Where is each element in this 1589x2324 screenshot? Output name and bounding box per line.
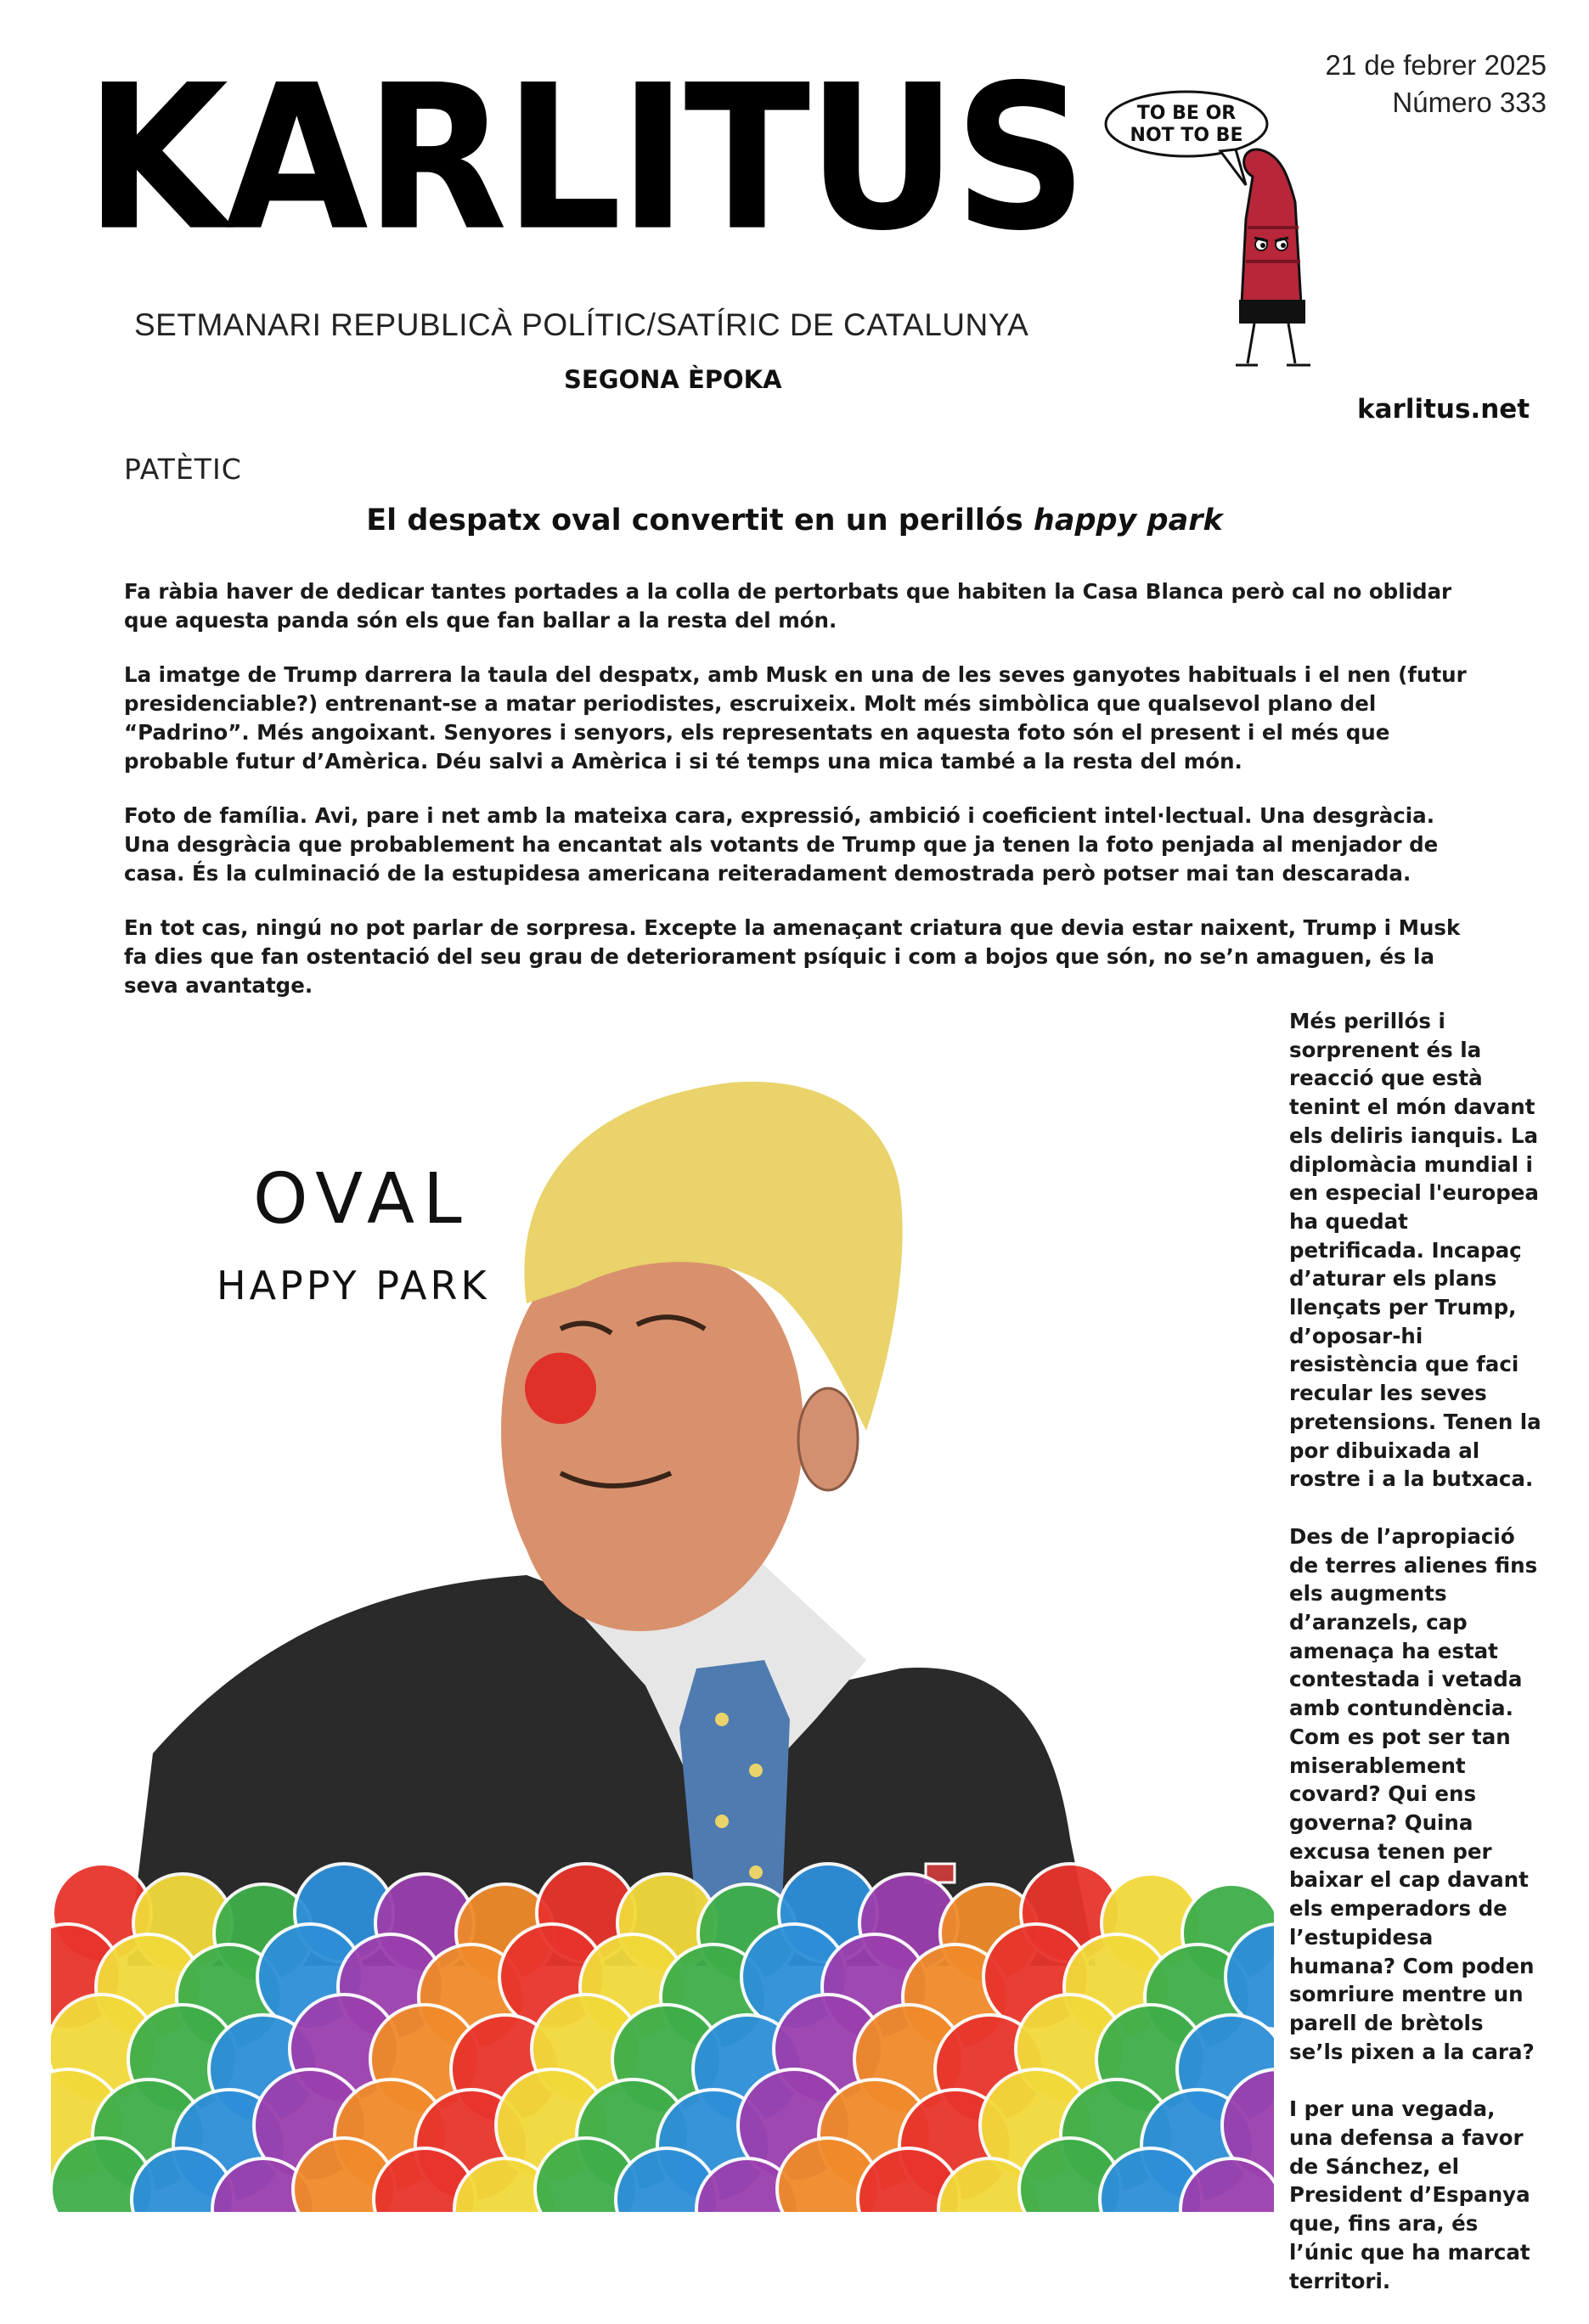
mascot-illustration [1130,92,1361,389]
side-paragraph-3: I per una vegada, una defensa a favor de Sánchez, el President d’Espanya que, fins ara, és l’únic que ha marcat territori. [1289,2096,1530,2293]
cartoon-illustration [51,1074,1274,2212]
headline-italic: happy park [1033,504,1223,537]
masthead-subtitle: SETMANARI REPUBLICÀ POLÍTIC/SATÍRIC DE CATALUNYA [134,307,1029,342]
body-paragraph-2: La imatge de Trump darrera la taula del despatx, amb Musk en una de les seves ganyotes habituals i el nen (futur presidenciable?) entrenant-se a matar periodistes, escruixeix. Molt més simbòlica que qualsevol plano del “Padrino”. Més angoixant. Senyores i senyors, els representats en aquesta foto són el present i el més que probable futur d’Amèrica. Déu salvi a Amèrica i si té temps una mica també a la resta del món. [124,662,1467,774]
masthead-epoch: SEGONA ÈPOKA [564,365,782,394]
cartoon-caption-oval: OVAL [253,1159,471,1240]
issue-number: Número 333 [1392,87,1547,118]
speech-bubble-line-1: TO BE OR [1136,103,1237,124]
speech-bubble-line-2: NOT TO BE [1130,125,1243,146]
mascot-figure [1236,149,1310,365]
side-paragraph-1: Més perillós i sorprenent és la reacció que està tenint el món davant els deliris ianquis. La diplomàcia mundial i en especial l'europea ha quedat petrificada. Incapaç d’aturar els plans llençats per Trump, d’oposar-hi resistència que faci recular les seves pretensions. Tenen la por dibuixada al rostre i a la butxaca. [1289,1009,1541,1492]
speech-bubble [1106,92,1267,185]
side-paragraph-2: Des de l’apropiació de terres alienes fins els augments d’aranzels, cap amenaça ha estat contestada i vetada amb contundència. Com es pot ser tan miserablement covard? Qui ens governa? Quina excusa tenen per baixar el cap davant els emperadors de l’estupidesa humana? Com poden somriure mentre un parell de brètols se’ls pixen a la cara? [1289,1523,1538,2064]
side-column [1289,1007,1544,2324]
section-label: PATÈTIC [124,453,242,486]
article-body [124,577,1478,1026]
site-url[interactable]: karlitus.net [1357,394,1530,425]
body-paragraph-3: Foto de família. Avi, pare i net amb la mateixa cara, expressió, ambició i coeficient intel·lectual. Una desgràcia. Una desgràcia que probablement ha encantat als votants de Trump que ja tenen la foto penjada al menjador de casa. És la culminació de la estupidesa americana reiteradament demostrada però potser mai tan descarada. [124,803,1439,886]
clown-nose [525,1353,596,1424]
issue-date: 21 de febrer 2025 [1325,49,1547,81]
headline-main: El despatx oval convertit en un perillós [366,504,1034,537]
masthead-title: KARLITUS [85,42,1085,275]
article-headline [0,504,1589,537]
body-paragraph-1: Fa ràbia haver de dedicar tantes portades a la colla de pertorbats que habiten la Casa Blanca però cal no oblidar que aquesta panda són els que fan ballar a la resta del món. [124,579,1452,633]
body-paragraph-4: En tot cas, ningú no pot parlar de sorpresa. Excepte la amenaçant criatura que devia estar naixent, Trump i Musk fa dies que fan ostentació del seu grau de deteriorament psíquic i com a bojos que són, no se’n amaguen, és la seva avantatge. [124,915,1461,998]
cartoon-caption-happy-park: HAPPY PARK [217,1263,490,1308]
ball-pit [51,1864,1274,2212]
